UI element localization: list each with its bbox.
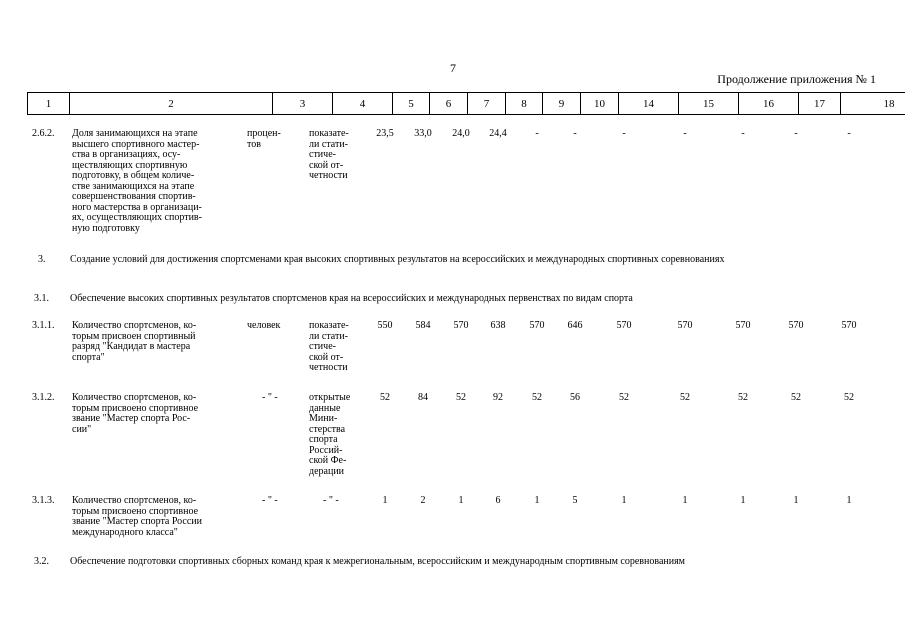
value-cell: 646 [567,320,583,331]
value-cell: 1 [534,495,540,506]
header-cell: 4 [333,93,393,115]
value-cell: 570 [841,320,857,331]
section-title: Обеспечение подготовки спортивных сборных команд края к межрегиональным, всероссийским и международным спортивным соревнованиям [70,556,686,567]
value-cell: - [573,128,577,139]
value-cell: 1 [682,495,688,506]
value-cell: - [535,128,539,139]
row-number: 3.1.2. [32,392,55,403]
value-cell: 24,0 [452,128,470,139]
value-cell: 1 [458,495,464,506]
data-source: показате- ли стати- стиче- ской от- четности [309,128,349,181]
header-cell: 8 [506,93,543,115]
value-cell: 5 [572,495,578,506]
indicator-name: Количество спортсменов, ко- торым присвоено спортивное звание "Мастер спорта России международного класса" [72,495,203,538]
value-cell: 52 [380,392,390,403]
value-cell: 52 [680,392,690,403]
header-cell: 17 [799,93,841,115]
continuation-caption: Продолжение приложения № 1 [717,72,876,86]
value-cell: 570 [529,320,545,331]
value-cell: 638 [490,320,506,331]
unit: - " - [262,392,278,403]
value-cell: 52 [738,392,748,403]
value-cell: 1 [621,495,627,506]
section-number: 3.1. [34,293,49,304]
value-cell: 1 [846,495,852,506]
data-source: открытые данные Мини- стерства спорта Россий- ской Фе- дерации [309,392,351,477]
value-cell: 570 [788,320,804,331]
row-number: 3.1.1. [32,320,55,331]
value-cell: 550 [377,320,393,331]
unit: человек [247,320,281,331]
value-cell: 1 [740,495,746,506]
header-cell: 18 [841,93,905,115]
header-row [28,93,905,115]
value-cell: 52 [844,392,854,403]
value-cell: 570 [616,320,632,331]
value-cell: - [683,128,687,139]
value-cell: 52 [456,392,466,403]
value-cell: 52 [791,392,801,403]
header-cell: 3 [273,93,333,115]
header-cell: 2 [70,93,273,115]
value-cell: - [847,128,851,139]
row-number: 2.6.2. [32,128,55,139]
section-title: Обеспечение высоких спортивных результатов спортсменов края на всероссийских и международных первенствах по видам спорта [70,293,633,304]
header-cell: 14 [619,93,679,115]
value-cell: 2 [420,495,426,506]
indicator-name: Доля занимающихся на этапе высшего спортивного мастер- ства в организациях, осу- ществляющих спортивную подготовку, в общем количе- стве занимающихся на этапе совершенствования спортив- ного мастерства в организаци- ях, осуществляющих спортив- ную подготовку [72,128,202,234]
header-cell: 5 [393,93,430,115]
value-cell: 570 [453,320,469,331]
value-cell: 6 [495,495,501,506]
value-cell: - [622,128,626,139]
value-cell: 584 [415,320,431,331]
indicator-name: Количество спортсменов, ко- торым присвоен спортивный разряд "Кандидат в мастера спорта" [72,320,197,363]
header-table [27,92,905,115]
page-number: 7 [450,61,456,75]
value-cell: 24,4 [489,128,507,139]
header-cell: 15 [679,93,739,115]
value-cell: - [741,128,745,139]
row-number: 3.1.3. [32,495,55,506]
value-cell: 52 [619,392,629,403]
value-cell: 570 [677,320,693,331]
value-cell: 84 [418,392,428,403]
value-cell: 92 [493,392,503,403]
unit: - " - [262,495,278,506]
header-cell: 9 [543,93,581,115]
value-cell: 23,5 [376,128,394,139]
value-cell: - [794,128,798,139]
section-title: Создание условий для достижения спортсменами края высоких спортивных результатов на всероссийских и международных спортивных соревнованиях [70,254,725,265]
section-number: 3.2. [34,556,49,567]
indicator-name: Количество спортсменов, ко- торым присвоено спортивное звание "Мастер спорта Рос- сии" [72,392,199,435]
value-cell: 52 [532,392,542,403]
value-cell: 1 [793,495,799,506]
value-cell: 1 [382,495,388,506]
section-number: 3. [38,254,46,265]
header-cell: 7 [468,93,506,115]
data-source: - " - [323,495,339,506]
header-cell: 6 [430,93,468,115]
header-cell: 1 [28,93,70,115]
header-cell: 10 [581,93,619,115]
value-cell: 33,0 [414,128,432,139]
value-cell: 570 [735,320,751,331]
data-source: показате- ли стати- стиче- ской от- четности [309,320,349,373]
header-cell: 16 [739,93,799,115]
unit: процен- тов [247,128,281,150]
value-cell: 56 [570,392,580,403]
